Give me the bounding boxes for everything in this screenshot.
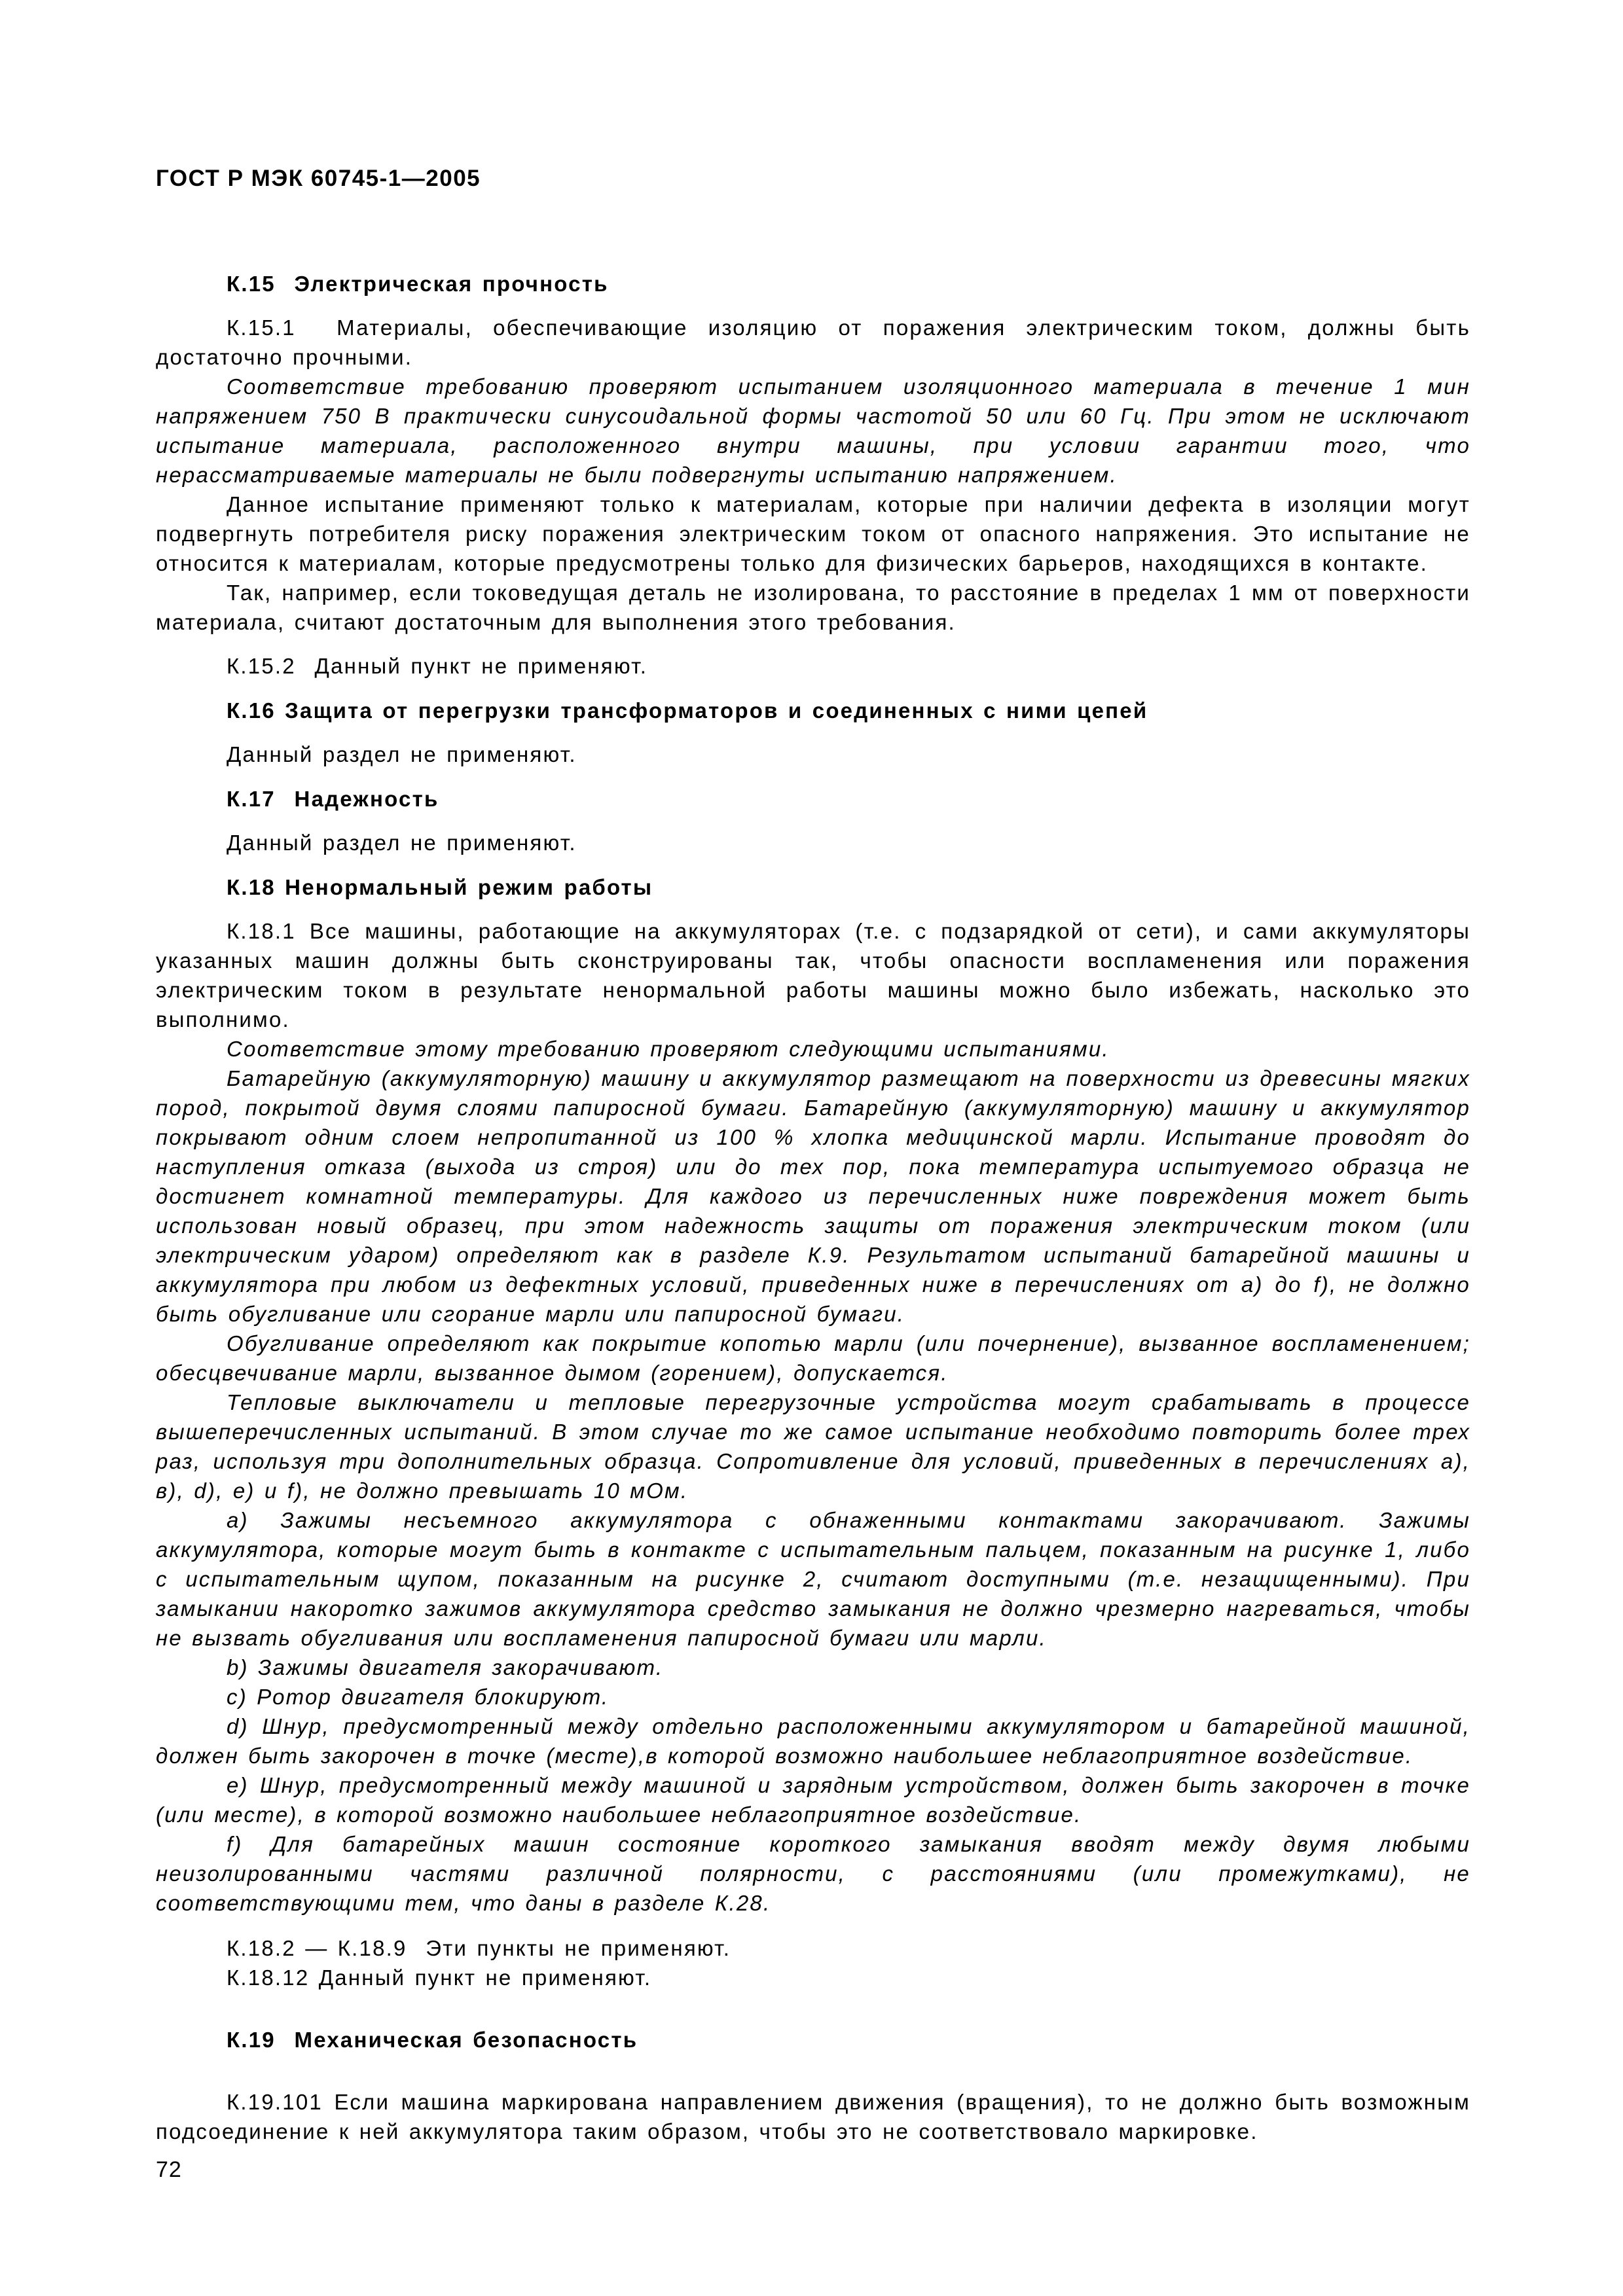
clause-k15-1-note-1: Данное испытание применяют только к материалам, которые при наличии дефекта в изоляции могут подвергнуть потребителя риску поражения электрическим током от опасного напряжения. Это испытание не относится к материалам, которые предусмотрены только для физических барьеров, находящихся в контакте. [156,492,1470,575]
page-number: 72 [156,2157,182,2182]
clause-heading-k19: К.19 Механическая безопасность [227,2028,638,2052]
clause-k19-101: К.19.101 Если машина маркирована направлением движения (вращения), то не должно быть возможным подсоединение к ней аккумулятора таким образом, чтобы это не соответствовало маркировке. [156,2090,1470,2144]
document-body [156,254,1470,2146]
clause-k18-1-item-e: е) Шнур, предусмотренный между машиной и зарядным устройством, должен быть закорочен в точке (или месте), в которой возможно наибольшее неблагоприятное воздействие. [156,1773,1470,1827]
clause-k18-1-item-b: b) Зажимы двигателя закорачивают. [227,1655,664,1679]
clause-k16-body: Данный раздел не применяют. [227,742,577,766]
clause-k15-1-note-2: Так, например, если токоведущая деталь не изолирована, то расстояние в пределах 1 мм от поверхности материала, считают достаточным для выполнения этого требования. [156,581,1470,634]
clause-k18-1-item-c: с) Ротор двигателя блокируют. [227,1685,610,1709]
clause-k15-2: К.15.2 Данный пункт не применяют. [227,654,648,678]
clause-k18-1-test-2: Батарейную (аккумуляторную) машину и аккумулятор размещают на поверхности из древесины мягких пород, покрытой двумя слоями папиросной бумаги. Батарейную (аккумуляторную) машину и аккумулятор покрывают одним слоем непропитанной из 100 % хлопка медицинской марли. Испытание проводят до наступления отказа (выхода из строя) или до тех пор, пока температура испытуемого образца не достигнет комнатной температуры. Для каждого из перечисленных ниже повреждения может быть использован новый образец, при этом надежность защиты от поражения электрическим током (или электрическим ударом) определяют как в разделе К.9. Результатом испытаний батарейной машины и аккумулятора при любом из дефектных условий, приведенных ниже в перечислениях от а) до f), не должно быть обугливание или сгорание марли или папиросной бумаги. [156,1066,1470,1326]
clause-k18-1-test-3: Обугливание определяют как покрытие копотью марли (или почернение), вызванное воспламенением; обесцвечивание марли, вызванное дымом (горением), допускается. [156,1331,1470,1385]
clause-heading-k18: К.18 Ненормальный режим работы [227,875,653,899]
clause-k18-1-test-4: Тепловые выключатели и тепловые перегрузочные устройства могут срабатывать в процессе вышеперечисленных испытаний. В этом случае то же самое испытание необходимо повторить более трех раз, используя три дополнительных образца. Сопротивление для условий, приведенных в перечислениях а), в), d), е) и f), не должно превышать 10 мОм. [156,1390,1470,1503]
clause-k18-1: К.18.1 Все машины, работающие на аккумуляторах (т.е. с подзарядкой от сети), и сами аккумуляторы указанных машин должны быть сконструированы так, чтобы опасности воспламенения или поражения электрическим током в результате ненормальной работы машины можно было избежать, насколько это выполнимо. [156,919,1470,1031]
clause-heading-k17: К.17 Надежность [227,787,439,811]
clause-k18-1-item-a: а) Зажимы несъемного аккумулятора с обнаженными контактами закорачивают. Зажимы аккумулятора, которые могут быть в контакте с испытательным пальцем, показанным на рисунке 1, либо с испытательным щупом, показанным на рисунке 2, считают доступными (т.е. незащищенными). При замыкании накоротко зажимов аккумулятора средство замыкания не должно чрезмерно нагреваться, чтобы не вызвать обугливания или воспламенения папиросной бумаги или марли. [156,1508,1470,1650]
clause-heading-k16: К.16 Защита от перегрузки трансформаторов и соединенных с ними цепей [227,698,1148,723]
clause-k15-1-test-spec: Соответствие требованию проверяют испытанием изоляционного материала в течение 1 мин напряжением 750 В практически синусоидальной формы частотой 50 или 60 Гц. При этом не исключают испытание материала, расположенного внутри машины, при условии гарантии того, что нерассматриваемые материалы не были подвергнуты испытанию напряжением. [156,374,1470,487]
clause-k18-1-item-d: d) Шнур, предусмотренный между отдельно расположенными аккумулятором и батарейной машиной, должен быть закорочен в точке (месте),в которой возможно наибольшее неблагоприятное воздействие. [156,1714,1470,1768]
clause-k17-body: Данный раздел не применяют. [227,831,577,855]
clause-k18-1-item-f: f) Для батарейных машин состояние короткого замыкания вводят между двумя любыми неизолированными частями различной полярности, с расстояниями (или промежутками), не соответствующими тем, что даны в разделе К.28. [156,1832,1470,1915]
clause-k18-12: К.18.12 Данный пункт не применяют. [227,1965,652,1990]
clause-k18-2-to-k18-9: К.18.2 — К.18.9 Эти пункты не применяют. [227,1936,731,1960]
clause-heading-k15: К.15 Электрическая прочность [227,272,609,296]
clause-k15-1: К.15.1 Материалы, обеспечивающие изоляцию от поражения электрическим током, должны быть достаточно прочными. [156,315,1470,369]
standard-designation-header: ГОСТ Р МЭК 60745-1—2005 [156,166,481,191]
clause-k18-1-test-1: Соответствие этому требованию проверяют следующими испытаниями. [227,1037,1110,1061]
